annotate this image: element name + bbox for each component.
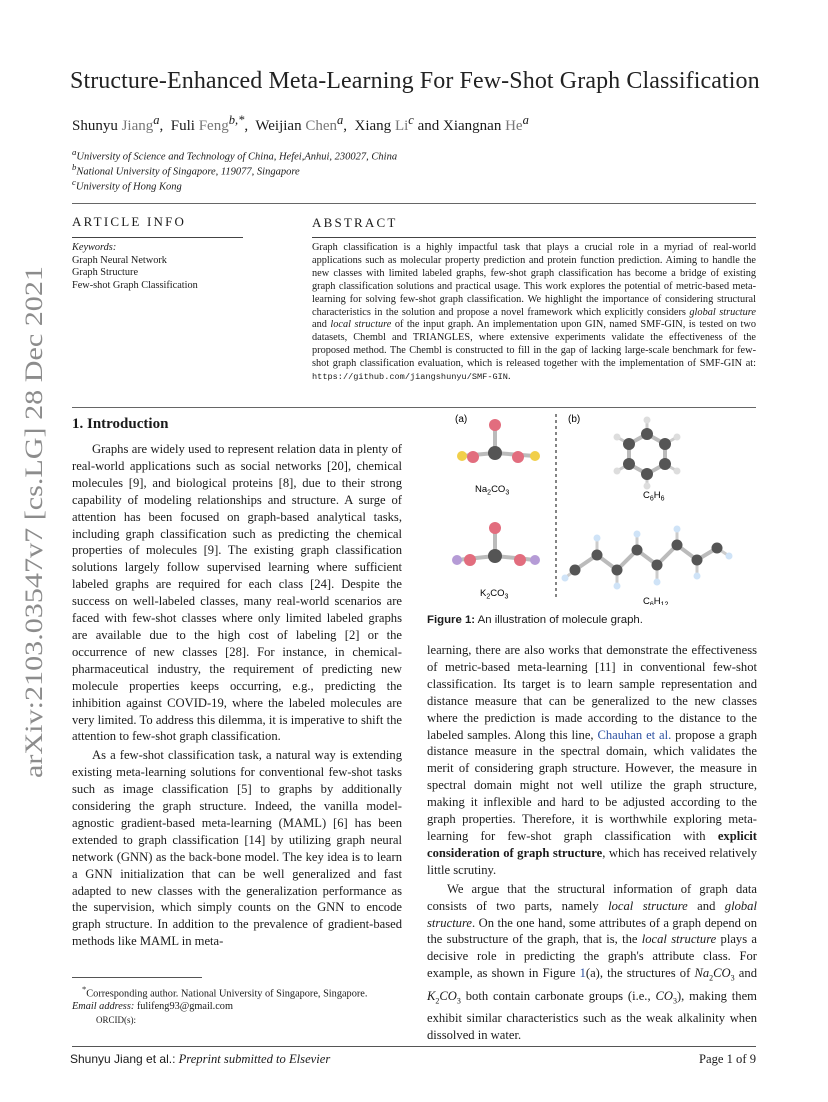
footnote: *Corresponding author. National University of Singapore, Singapore. Email address: fulifeng93@gmail.com ORCID(s): bbox=[72, 984, 368, 1025]
molecule-na2co3 bbox=[457, 419, 540, 463]
paper-title: Structure-Enhanced Meta-Learning For Few-Shot Graph Classification bbox=[70, 68, 760, 94]
affiliation-b: $^b$National University of Singapore, 119077, Singapore bbox=[72, 162, 300, 178]
panel-b-label: (b) bbox=[568, 414, 581, 425]
keywords-block: Keywords: Graph Neural Network Graph Structure Few-shot Graph Classification bbox=[72, 242, 198, 291]
arxiv-stamp-text: arXiv:2103.03547v7 [cs.LG] 28 Dec 2021 bbox=[21, 353, 48, 778]
keyword: Few-shot Graph Classification bbox=[72, 279, 198, 291]
figure-caption: Figure 1: An illustration of molecule graph. bbox=[427, 614, 643, 626]
email-link[interactable]: fulifeng93@gmail.com bbox=[136, 1001, 233, 1013]
affiliation-a: $^a$University of Science and Technology of China, Hefei,Anhui, 230027, China bbox=[72, 147, 398, 163]
section-heading-introduction: 1. Introduction bbox=[72, 416, 169, 432]
page-number: Page 1 of 9 bbox=[698, 1052, 756, 1066]
keyword: Graph Structure bbox=[72, 267, 139, 279]
molecule-label-k2co3: $K_2CO_3$ bbox=[480, 588, 509, 601]
right-paragraph-1: learning, there are also works that demonstrate the effectiveness of metric-based meta-learning [11] in conventional few-shot classification. Its target is to learn sample representation and distance measure that can be generalized to the new classes where the prediction is made according to the distance to the labeled samples. Along this line, Chauhan et al. propose a graph distance measure in the spectral domain, which validates the merit of considering graph structure. However, the measure in spectral domain might not well utilize the graph structure, making it inflexible and hard to be adjusted according to the graph properties. Therefore, it is worthwhile exploring meta-learning for few-shot graph classification with explicit consideration of graph structure, which has received relatively little scrutiny. bbox=[427, 643, 757, 877]
author-2: Fuli Feng$^{b,*}$ bbox=[170, 113, 245, 134]
molecule-c6h6 bbox=[614, 417, 681, 490]
citation-link-chauhan[interactable]: Chauhan et al. bbox=[597, 727, 672, 742]
author-list: Shunyu Jiang$^a$, Fuli Feng$^{b,*}$, Weijian Chen$^a$, Xiang Li$^c$ and Xiangnan He$^a$ bbox=[72, 113, 529, 134]
right-column-text bbox=[427, 642, 757, 1044]
author-4: Xiang Li$^c$ bbox=[354, 113, 414, 134]
molecule-c6h12 bbox=[562, 526, 733, 590]
abstract-heading: ABSTRACT bbox=[312, 215, 398, 230]
author-1: Shunyu Jiang$^a$ bbox=[72, 113, 160, 134]
molecule-k2co3 bbox=[452, 522, 540, 566]
top-rule bbox=[72, 203, 756, 204]
article-info-heading: ARTICLE INFO bbox=[72, 214, 187, 229]
intro-paragraph-2: As a few-shot classification task, a natural way is extending existing meta-learning solutions for conventional few-shot tasks such as image classification [5] to graphs by additionally considering the graph structure. Indeed, the vanilla model-agnostic gradient-based meta-learning (MAML) [6] has been extended to graph classification [14] by utilizing graph neural network (GNN) as the back-bone model. The key idea is to learn a GNN initialization that can be well generalized and fast adapted to new classes with the generalization performance as the supervision, which simply counts on the GNN to encode graph structure. In addition to the prevalence of gradient-based methods like MAML in meta- bbox=[72, 748, 402, 949]
footer-left: Shunyu Jiang et al.: Preprint submitted to Elsevier bbox=[70, 1052, 331, 1066]
authors-and: and bbox=[417, 118, 440, 134]
panel-a-label: (a) bbox=[455, 414, 468, 425]
molecule-label-c6h12: $C_6H_{12}$ bbox=[643, 596, 669, 605]
abstract-text: Graph classification is a highly impactful task that plays a crucial role in a myriad of real-world applications such as molecular property prediction and protein function prediction. Aiming to handle the new classes with limited labeled graphs, few-shot graph classification has become a bridge of existing graph classification solutions and practical usage. This work explores the potential of metric-based meta-learning for solving few-shot graph classification. We highlight the importance of considering structural characteristics in the solution and propose a novel framework which explicitly considers global structure and local structure of the input graph. An implementation upon GIN, named SMF-GIN, is tested on two datasets, Chembl and TRIANGLES, where extensive experiments validate the effectiveness of the proposed method. The Chembl is constructed to fill in the gap of lacking large-scale benchmark for few-shot graph classification evaluation, which is released together with the implementation of SMF-GIN at: https://github.com/jiangshunyu/SMF-GIN. bbox=[312, 242, 756, 383]
abstract-bottom-rule bbox=[72, 407, 756, 408]
intro-paragraph-1: Graphs are widely used to represent relation data in plenty of real-world applications such as social networks [20], chemical molecules [9], and biological proteins [8], due to their strong capability of modeling relationships and structure. A surge of attention has been focused on graph-based analytical tasks, including graph classification such as predicting the chemical properties of molecules [9]. The existing graph classification solutions largely follow supervised learning where sufficient labeled graphs are required for each class [24]. Despite the success on well-labeled classes, many real-world scenarios are faced with few-shot classes where only limited labeled graphs are available due to the high cost of labeling [2] or the occurrence of new classes [28]. For instance, in chemical-pharmaceutical industry, the requirement of predicting new molecule properties keeps occurring, e.g., predicting the inhibition against COVID-19, where the labeled molecules are very limited. To address this dilemma, it is imperative to shift the attention to few-shot graph classification. bbox=[72, 442, 402, 744]
figure-1 bbox=[425, 410, 765, 605]
right-paragraph-2: We argue that the structural information of graph data consists of two parts, namely local structure and global structure. On the one hand, some attributes of a graph depend on the substructure of the graph, that is, the local structure plays a decisive role in predicting the graph's attribute class. For example, as shown in Figure 1(a), the structures of $Na_2CO_3$ and $K_2CO_3$ both contain carbonate groups (i.e., $CO_3$), making them exhibit similar characteristics such as the weak alkalinity when dissolved in water. bbox=[427, 881, 757, 1042]
author-3: Weijian Chen$^a$ bbox=[255, 113, 344, 134]
page-footer bbox=[70, 1052, 756, 1067]
arxiv-stamp bbox=[12, 262, 52, 782]
affiliation-c: $^c$University of Hong Kong bbox=[72, 177, 182, 193]
abstract-rule bbox=[312, 237, 756, 238]
left-column-text bbox=[72, 441, 402, 950]
keyword: Graph Neural Network bbox=[72, 254, 167, 266]
author-5: Xiangnan He$^a$ bbox=[443, 113, 529, 134]
molecule-label-na2co3: $Na_2CO_3$ bbox=[475, 484, 510, 497]
code-url-link[interactable]: https://github.com/jiangshunyu/SMF-GIN bbox=[312, 372, 508, 383]
article-info-rule bbox=[72, 237, 243, 238]
footer-rule bbox=[72, 1046, 756, 1047]
figure-ref-link[interactable]: 1 bbox=[579, 966, 586, 981]
keywords-label: Keywords bbox=[72, 242, 113, 253]
molecule-label-c6h6: $C_6H_6$ bbox=[643, 490, 665, 503]
footnote-rule bbox=[72, 977, 202, 978]
